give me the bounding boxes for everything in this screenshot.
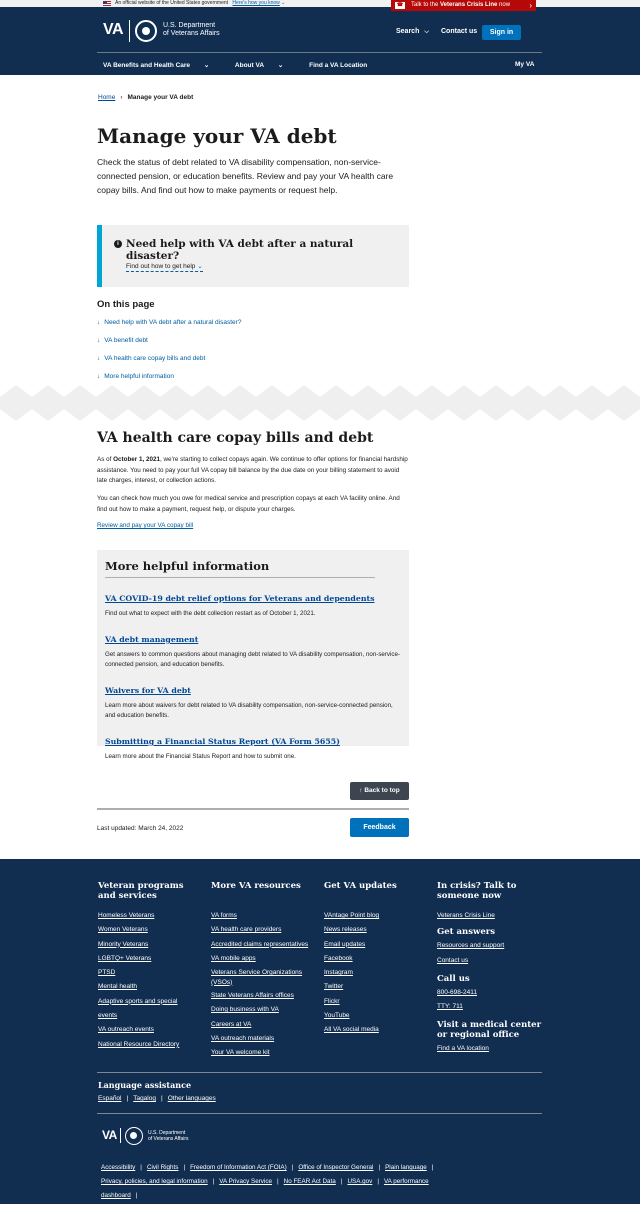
footer-link[interactable]: Flickr <box>324 997 340 1005</box>
on-this-page-link[interactable]: ↓ VA health care copay bills and debt <box>97 355 206 362</box>
va-seal-icon <box>125 1127 143 1145</box>
footer-link[interactable]: VA outreach events <box>98 1026 154 1034</box>
legal-link[interactable]: VA performance dashboard <box>101 1178 429 1199</box>
footer-col-title: Get VA updates <box>324 881 397 891</box>
chevron-down-icon: ⌄ <box>277 62 284 69</box>
info-icon: i <box>114 240 122 248</box>
footer-link[interactable]: Mental health <box>98 983 138 991</box>
legal-link[interactable]: VA Privacy Service <box>219 1178 273 1185</box>
footer-link[interactable]: Minority Veterans <box>98 940 149 948</box>
search-button[interactable]: Search ⌵ <box>396 28 429 35</box>
nav-find-a-va-location[interactable]: Find a VA Location <box>309 62 368 69</box>
footer-link[interactable]: Contact us <box>437 956 469 964</box>
breadcrumb-separator: › <box>120 94 123 101</box>
footer-link[interactable]: Careers at VA <box>211 1020 252 1028</box>
find-out-how-to-get-help-toggle[interactable]: Find out how to get help ⌄ <box>126 263 203 270</box>
link-separator: | <box>160 1095 163 1102</box>
link-separator: | <box>126 1095 129 1102</box>
language-link-other[interactable]: Other languages <box>167 1095 216 1102</box>
legal-link[interactable]: Freedom of Information Act (FOIA) <box>190 1164 287 1171</box>
footer-link[interactable]: Email updates <box>324 940 366 948</box>
legal-link[interactable]: Privacy, policies, and legal information <box>101 1178 208 1185</box>
va-debt-management-link[interactable]: VA debt management <box>105 635 199 644</box>
footer-col-crisis <box>437 881 547 1057</box>
financial-status-report-link[interactable]: Submitting a Financial Status Report (VA Form 5655) <box>105 737 340 746</box>
footer-link[interactable]: VA health care providers <box>211 926 282 934</box>
legal-link[interactable]: Veterans Portrait Project <box>101 1206 170 1213</box>
footer-link[interactable]: YouTube <box>324 1012 350 1020</box>
footer-col-title: Visit a medical center or regional office <box>437 1020 542 1041</box>
legal-links <box>101 1161 461 1217</box>
legal-link[interactable]: Plain language <box>385 1164 427 1171</box>
link-separator: | <box>277 1178 279 1185</box>
footer-link[interactable]: Women Veterans <box>98 926 148 934</box>
site-footer <box>0 859 640 1213</box>
footer-col-title: Call us <box>437 973 470 984</box>
footer-col-title: More VA resources <box>211 881 301 891</box>
logo-divider <box>120 1128 121 1143</box>
copay-paragraph-1: As of October 1, 2021, we're starting to collect copays again. We continue to offer options for financial hardship assistance. You need to pay your full VA copay bill balance by the due date on your billing statement to avoid late charges, interest, or collection actions. <box>97 456 408 484</box>
more-helpful-information-box <box>97 550 409 760</box>
link-separator: | <box>212 1178 215 1185</box>
link-separator: | <box>291 1164 294 1171</box>
review-and-pay-copay-link[interactable]: Review and pay your VA copay bill <box>97 522 194 529</box>
list-item <box>105 629 401 670</box>
official-banner-text: An official website of the United States government Here's how you know ⌄ <box>115 0 286 6</box>
legal-link[interactable]: Office of Inspector General <box>298 1164 374 1171</box>
chevron-down-icon: ⌄ <box>279 0 286 6</box>
footer-link[interactable]: VA forms <box>211 912 237 919</box>
link-separator: | <box>377 1178 379 1185</box>
copay-section-title: VA health care copay bills and debt <box>97 430 374 446</box>
footer-link[interactable]: Facebook <box>324 954 353 962</box>
covid-debt-relief-link[interactable]: VA COVID-19 debt relief options for Veterans and dependents <box>105 594 375 603</box>
va-logo[interactable]: VA <box>103 21 124 38</box>
footer-link[interactable]: News releases <box>324 926 367 934</box>
chevron-down-icon: ⌵ <box>424 29 429 35</box>
breadcrumb-home-link[interactable]: Home <box>98 94 116 101</box>
on-this-page-title: On this page <box>97 299 155 310</box>
on-this-page-link[interactable]: ↓ VA benefit debt <box>97 337 148 344</box>
footer-col-more-resources <box>211 881 316 1061</box>
footer-link[interactable]: VA mobile apps <box>211 954 256 962</box>
legal-link[interactable]: Civil Rights <box>146 1164 179 1171</box>
find-a-va-location-link[interactable]: Find a VA location <box>437 1045 489 1053</box>
breadcrumb <box>98 94 193 101</box>
heres-how-you-know-link[interactable]: Here's how you know <box>232 0 280 6</box>
list-item <box>105 680 401 721</box>
logo-divider <box>129 20 130 42</box>
phone-link[interactable]: 800-698-2411 <box>437 988 477 996</box>
contact-us-link[interactable]: Contact us <box>441 28 478 35</box>
footer-link[interactable]: VA outreach materials <box>211 1035 275 1043</box>
header-divider <box>97 52 542 53</box>
footer-link[interactable]: All VA social media <box>324 1026 379 1034</box>
footer-col-title: Veteran programs and services <box>98 881 184 901</box>
my-va-link[interactable]: My VA <box>515 61 535 68</box>
arrow-down-icon: ↓ <box>97 355 101 362</box>
waivers-for-va-debt-link[interactable]: Waivers for VA debt <box>105 686 191 695</box>
footer-link[interactable]: PTSD <box>98 969 116 977</box>
link-separator: | <box>431 1164 434 1171</box>
crisis-line-icon: ☎ <box>396 2 404 8</box>
footer-link[interactable]: State Veterans Affairs offices <box>211 992 294 1000</box>
main-nav <box>103 61 379 69</box>
arrow-down-icon: ↓ <box>97 373 101 380</box>
page-title: Manage your VA debt <box>97 124 337 148</box>
footer-link[interactable]: Your VA welcome kit <box>211 1049 270 1057</box>
language-link-espanol[interactable]: Español <box>98 1095 122 1102</box>
official-banner <box>0 0 640 7</box>
list-item <box>105 731 401 762</box>
on-this-page-list <box>97 319 241 391</box>
footer-col-title: In crisis? Talk to someone now <box>437 881 517 901</box>
legal-link[interactable]: Accessibility <box>101 1164 136 1171</box>
footer-link[interactable]: VAntage Point blog <box>324 912 380 919</box>
arrow-down-icon: ↓ <box>97 319 101 326</box>
language-assistance-title: Language assistance <box>98 1080 192 1090</box>
us-flag-icon <box>103 1 111 6</box>
va-seal-icon <box>135 20 157 42</box>
breadcrumb-current: Manage your VA debt <box>127 94 194 101</box>
item-description: Learn more about the Financial Status Report and how to submit one. <box>105 753 296 760</box>
link-separator: | <box>140 1164 142 1171</box>
department-name: U.S. Department of Veterans Affairs <box>163 22 220 37</box>
footer-divider <box>97 1113 542 1114</box>
chevron-down-icon: ⌄ <box>203 62 210 69</box>
footer-link[interactable]: Doing business with VA <box>211 1006 279 1014</box>
legal-link[interactable]: USA.gov <box>347 1178 373 1185</box>
link-separator: | <box>340 1178 343 1185</box>
nav-benefits-and-health-care[interactable]: VA Benefits and Health Care ⌄ <box>103 62 210 69</box>
sign-in-button[interactable]: Sign in <box>482 25 521 40</box>
arrow-up-icon: ↑ <box>359 787 363 794</box>
site-header <box>0 7 640 75</box>
item-description: Get answers to common questions about managing debt related to VA disability compensation, non-service-connected pension, and education benefits. <box>105 651 400 668</box>
chevron-down-icon: ⌄ <box>197 263 203 270</box>
footer-va-logo[interactable]: VA <box>102 1128 117 1142</box>
last-updated: Last updated: March 24, 2022 <box>97 825 184 832</box>
footer-divider <box>97 1072 542 1073</box>
footer-link[interactable]: National Resource Directory <box>98 1040 180 1048</box>
veterans-crisis-line-button[interactable]: ☎ Talk to the Veterans Crisis Line now › <box>391 0 536 11</box>
content-divider <box>97 808 409 810</box>
feedback-button[interactable]: Feedback <box>350 818 409 837</box>
list-item <box>105 588 401 619</box>
footer-col-get-updates <box>324 881 424 1038</box>
language-link-tagalog[interactable]: Tagalog <box>133 1095 156 1102</box>
item-description: Find out what to expect with the debt collection restart as of October 1, 2021. <box>105 610 316 617</box>
torn-page-divider <box>0 383 640 423</box>
arrow-down-icon: ↓ <box>97 337 101 344</box>
footer-col-title: Get answers <box>437 927 496 938</box>
footer-link[interactable]: Accredited claims representatives <box>211 940 309 948</box>
natural-disaster-alert <box>97 225 409 287</box>
footer-link[interactable]: Homeless Veterans <box>98 912 155 919</box>
page-intro: Check the status of debt related to VA disability compensation, non-service-connected pension, or education benefits. Review and pay your VA health care copay bills. And find out how to make payments or request help. <box>97 157 394 195</box>
legal-link[interactable]: No FEAR Act Data <box>283 1178 336 1185</box>
on-this-page-link[interactable]: ↓ More helpful information <box>97 373 174 380</box>
footer-link[interactable]: Veterans Service Organizations (VSOs) <box>211 969 303 986</box>
link-separator: | <box>183 1164 186 1171</box>
footer-link[interactable]: Twitter <box>324 983 344 991</box>
tty-link[interactable]: TTY: 711 <box>437 1003 463 1011</box>
footer-link[interactable]: Instagram <box>324 969 353 977</box>
link-separator: | <box>135 1192 138 1199</box>
back-to-top-button[interactable]: ↑ Back to top <box>350 782 409 800</box>
footer-col-veteran-programs <box>98 881 198 1052</box>
alert-title: Need help with VA debt after a natural disaster? <box>126 238 354 262</box>
item-description: Learn more about waivers for debt related to VA disability compensation, non-service-connected pension, and education benefits. <box>105 702 393 719</box>
more-helpful-information-title: More helpful information <box>105 550 375 578</box>
chevron-right-icon: › <box>529 1 532 10</box>
footer-link[interactable]: Resources and support <box>437 942 505 950</box>
on-this-page-link[interactable]: ↓ Need help with VA debt after a natural disaster? <box>97 319 242 326</box>
copay-paragraph-2: You can check how much you owe for medical service and prescription copays at each VA facility online. And find out how to make a payment, request help, or dispute your charges. <box>97 495 400 513</box>
footer-link[interactable]: LGBTQ+ Veterans <box>98 954 152 962</box>
veterans-crisis-line-link[interactable]: Veterans Crisis Line <box>437 912 495 919</box>
nav-about-va[interactable]: About VA ⌄ <box>234 62 284 69</box>
footer-link[interactable]: Adaptive sports and special events <box>98 997 178 1020</box>
link-separator: | <box>378 1164 381 1171</box>
language-links <box>98 1095 216 1102</box>
footer-department-name: U.S. Department of Veterans Affairs <box>148 1130 189 1142</box>
